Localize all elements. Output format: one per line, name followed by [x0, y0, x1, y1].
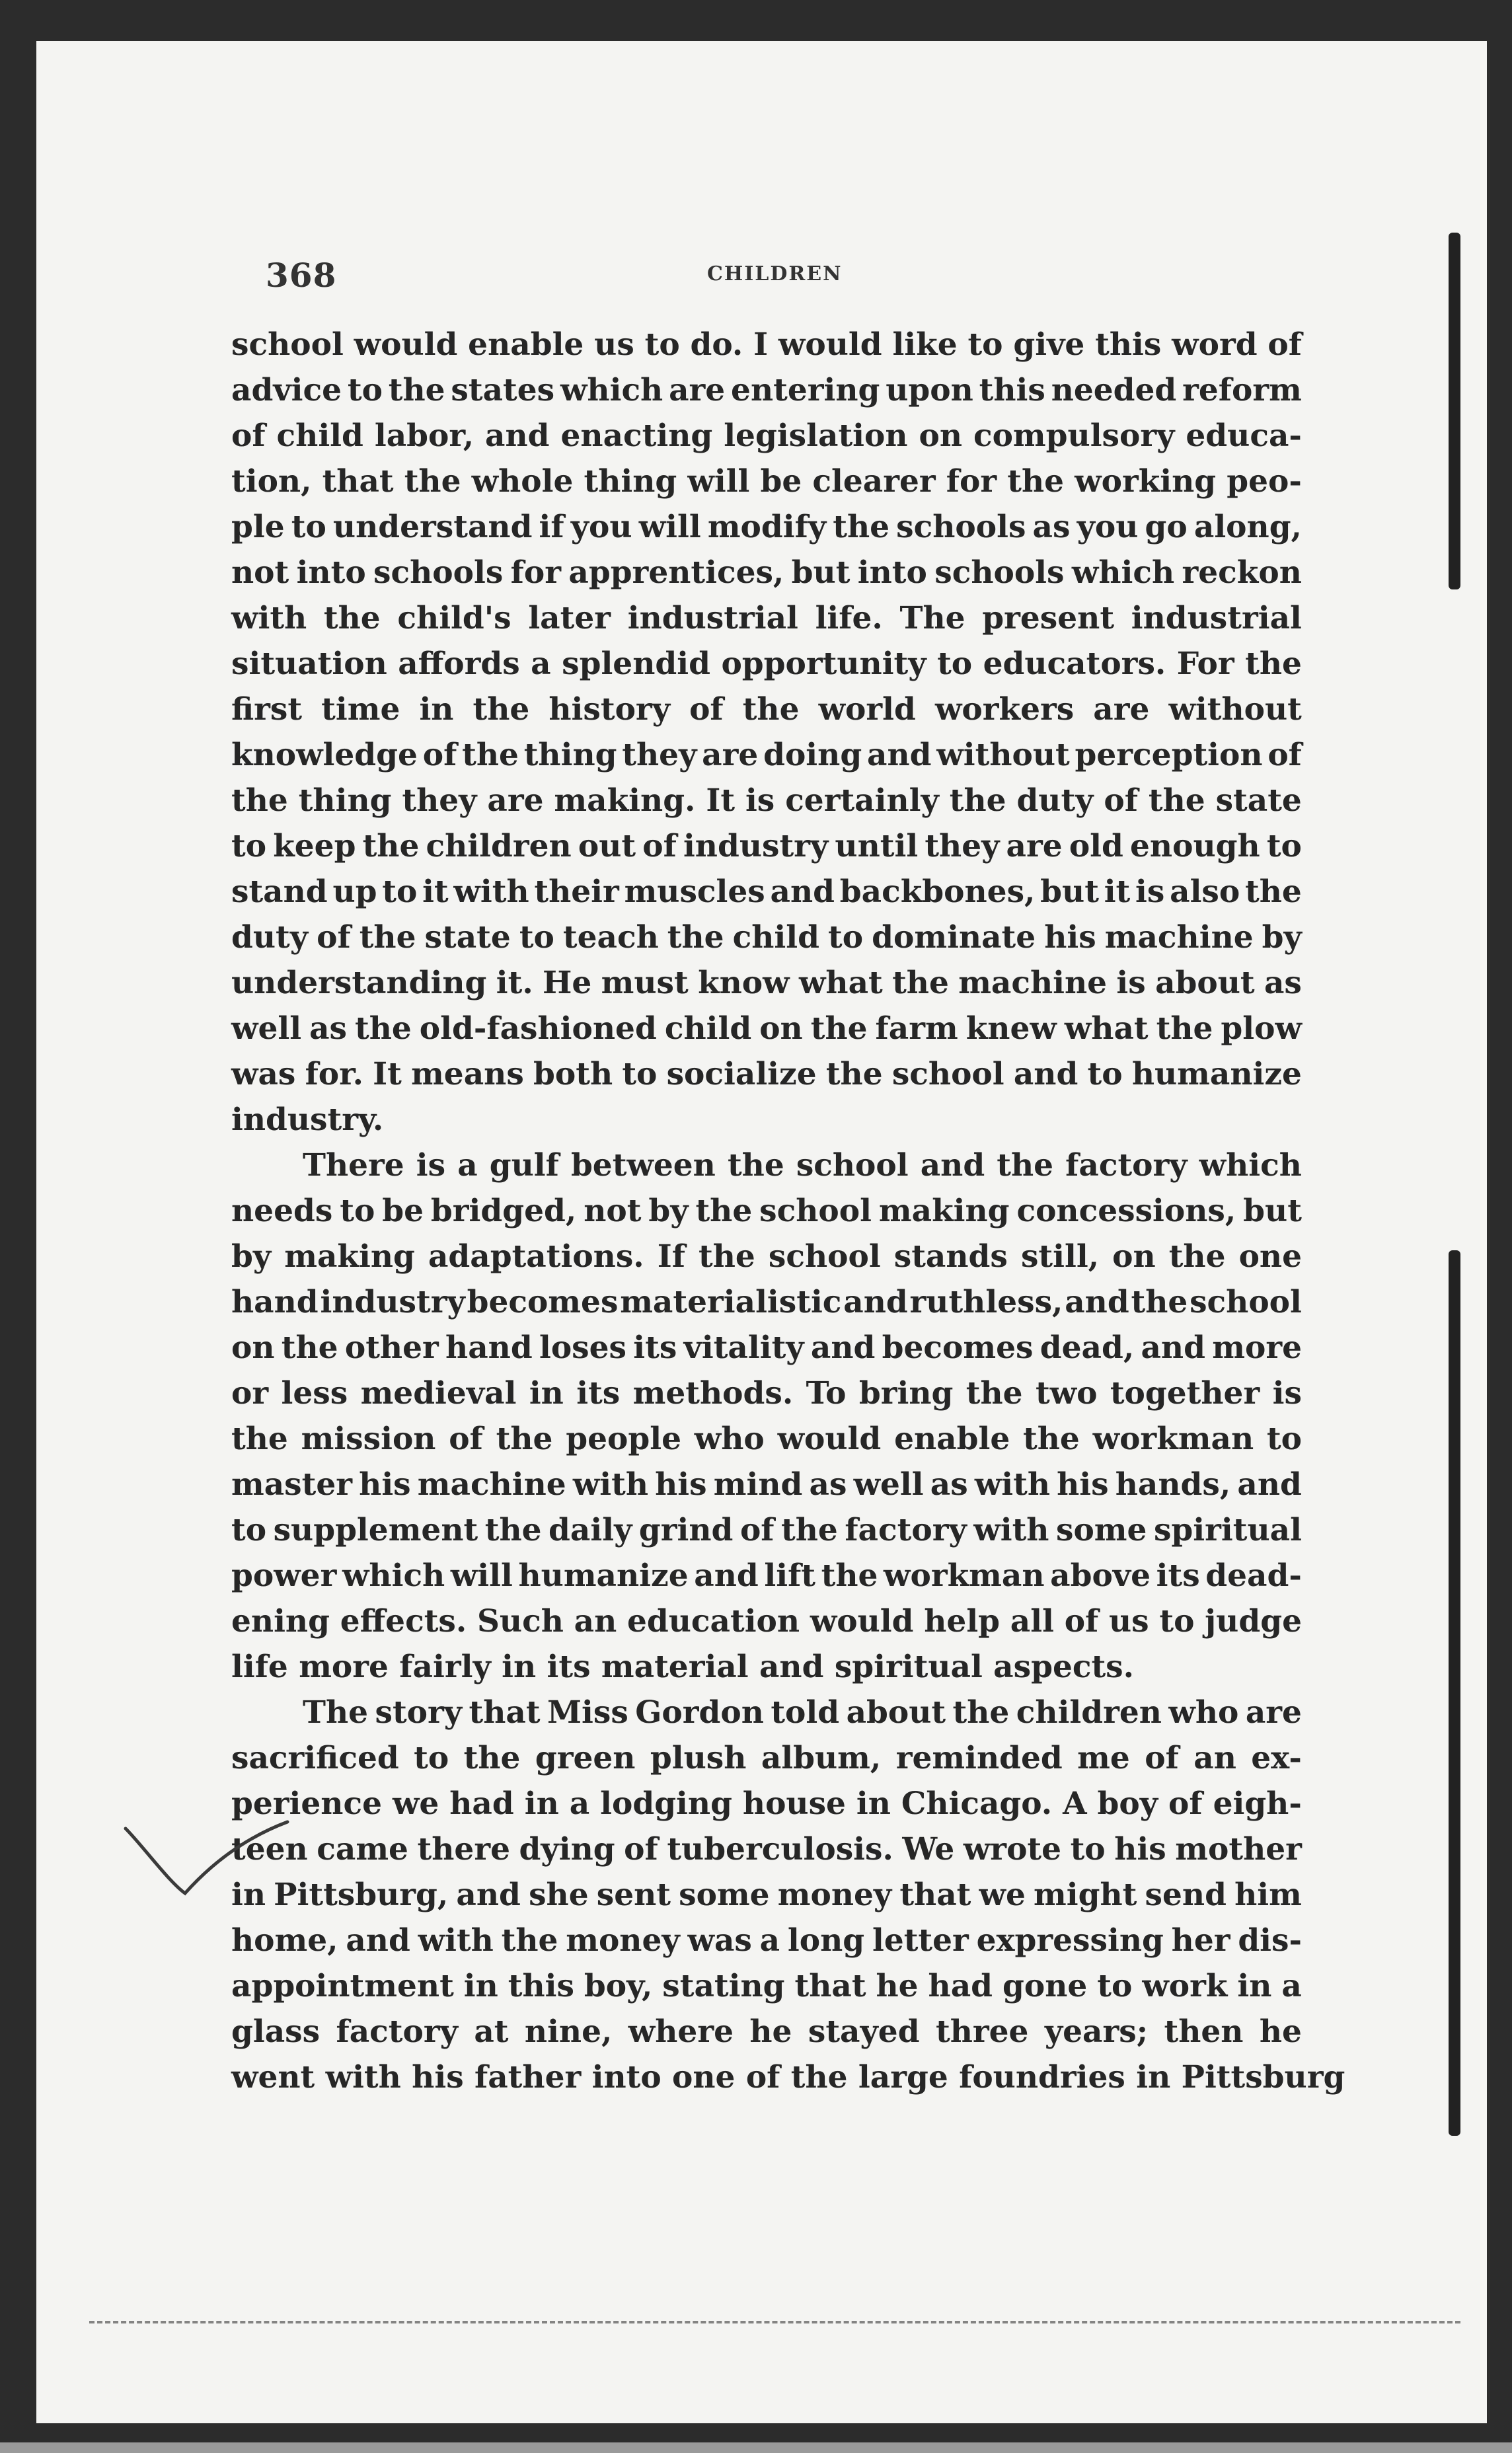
text-line: The story that Miss Gordon told about the children who are [303, 1694, 1302, 1731]
text-line: hand industry becomes materialistic and ruthless, and the school [231, 1284, 1302, 1320]
text-line: knowledge of the thing they are doing and without perception of [231, 737, 1302, 773]
text-line: went with his father into one of the large foundries in Pittsburg [231, 2059, 1345, 2095]
text-line: perience we had in a lodging house in Chicago. A boy of eigh- [231, 1786, 1302, 1822]
handwritten-check-mark-icon [122, 1815, 294, 1901]
text-line: situation affords a splendid opportunity to educators. For the [231, 646, 1302, 682]
text-line: tion, that the whole thing will be clearer for the working peo- [231, 463, 1302, 500]
paragraph [231, 322, 1302, 1143]
text-line: in Pittsburg, and she sent some money that we might send him [231, 1877, 1302, 1913]
text-line: stand up to it with their muscles and backbones, but it is also the [231, 874, 1302, 910]
page-number: 368 [266, 256, 337, 295]
text-column [231, 243, 1345, 2100]
text-line: home, and with the money was a long letter expressing her dis- [231, 1922, 1302, 1959]
book-page [36, 41, 1487, 2423]
text-line: first time in the history of the world workers are without [231, 691, 1302, 728]
chapter-title: CHILDREN [707, 262, 843, 285]
text-line: duty of the state to teach the child to dominate his machine by [231, 919, 1302, 956]
text-line: well as the old-fashioned child on the farm knew what the plow [231, 1010, 1302, 1047]
text-line: school would enable us to do. I would like to give this word of [231, 326, 1302, 363]
text-line: or less medieval in its methods. To bring the two together is [231, 1375, 1302, 1412]
text-line: to keep the children out of industry until they are old enough to [231, 828, 1302, 864]
binding-shadow-mark [1449, 233, 1460, 589]
text-line: the thing they are making. It is certainly the duty of the state [231, 782, 1302, 819]
paragraph [231, 1143, 1302, 1690]
text-line: the mission of the people who would enable the workman to [231, 1421, 1302, 1457]
binding-shadow-mark [1449, 1250, 1460, 2136]
text-line: to supplement the daily grind of the factory with some spiritual [231, 1512, 1302, 1548]
text-line: needs to be bridged, not by the school making concessions, but [231, 1193, 1302, 1229]
text-line: understanding it. He must know what the machine is about as [231, 965, 1302, 1001]
scan-bottom-edge [0, 2442, 1512, 2453]
text-line: There is a gulf between the school and the factory which [303, 1147, 1302, 1184]
text-line: sacrificed to the green plush album, reminded me of an ex- [231, 1740, 1302, 1776]
text-line: industry. [231, 1102, 384, 1138]
text-line: ple to understand if you will modify the schools as you go along, [231, 509, 1302, 545]
text-line: power which will humanize and lift the workman above its dead- [231, 1558, 1302, 1594]
text-line: was for. It means both to socialize the school and to humanize [231, 1056, 1302, 1092]
running-head [231, 243, 1302, 322]
text-line: by making adaptations. If the school stands still, on the one [231, 1238, 1302, 1275]
text-line: teen came there dying of tuberculosis. We wrote to his mother [231, 1831, 1302, 1868]
text-line: advice to the states which are entering upon this needed reform [231, 372, 1302, 408]
text-line: master his machine with his mind as well as with his hands, and [231, 1466, 1302, 1503]
text-line: not into schools for apprentices, but into schools which reckon [231, 554, 1302, 591]
paragraph [231, 1690, 1345, 2100]
page-bottom-artifact [89, 2321, 1460, 2326]
text-line: appointment in this boy, stating that he had gone to work in a [231, 1968, 1302, 2004]
text-line: life more fairly in its material and spiritual aspects. [231, 1649, 1135, 1685]
text-line: glass factory at nine, where he stayed three years; then he [231, 2014, 1302, 2050]
text-line: ening effects. Such an education would help all of us to judge [231, 1603, 1302, 1640]
text-line: with the child's later industrial life. The present industrial [231, 600, 1302, 636]
text-line: on the other hand loses its vitality and becomes dead, and more [231, 1330, 1302, 1366]
text-line: of child labor, and enacting legislation on compulsory educa- [231, 418, 1302, 454]
